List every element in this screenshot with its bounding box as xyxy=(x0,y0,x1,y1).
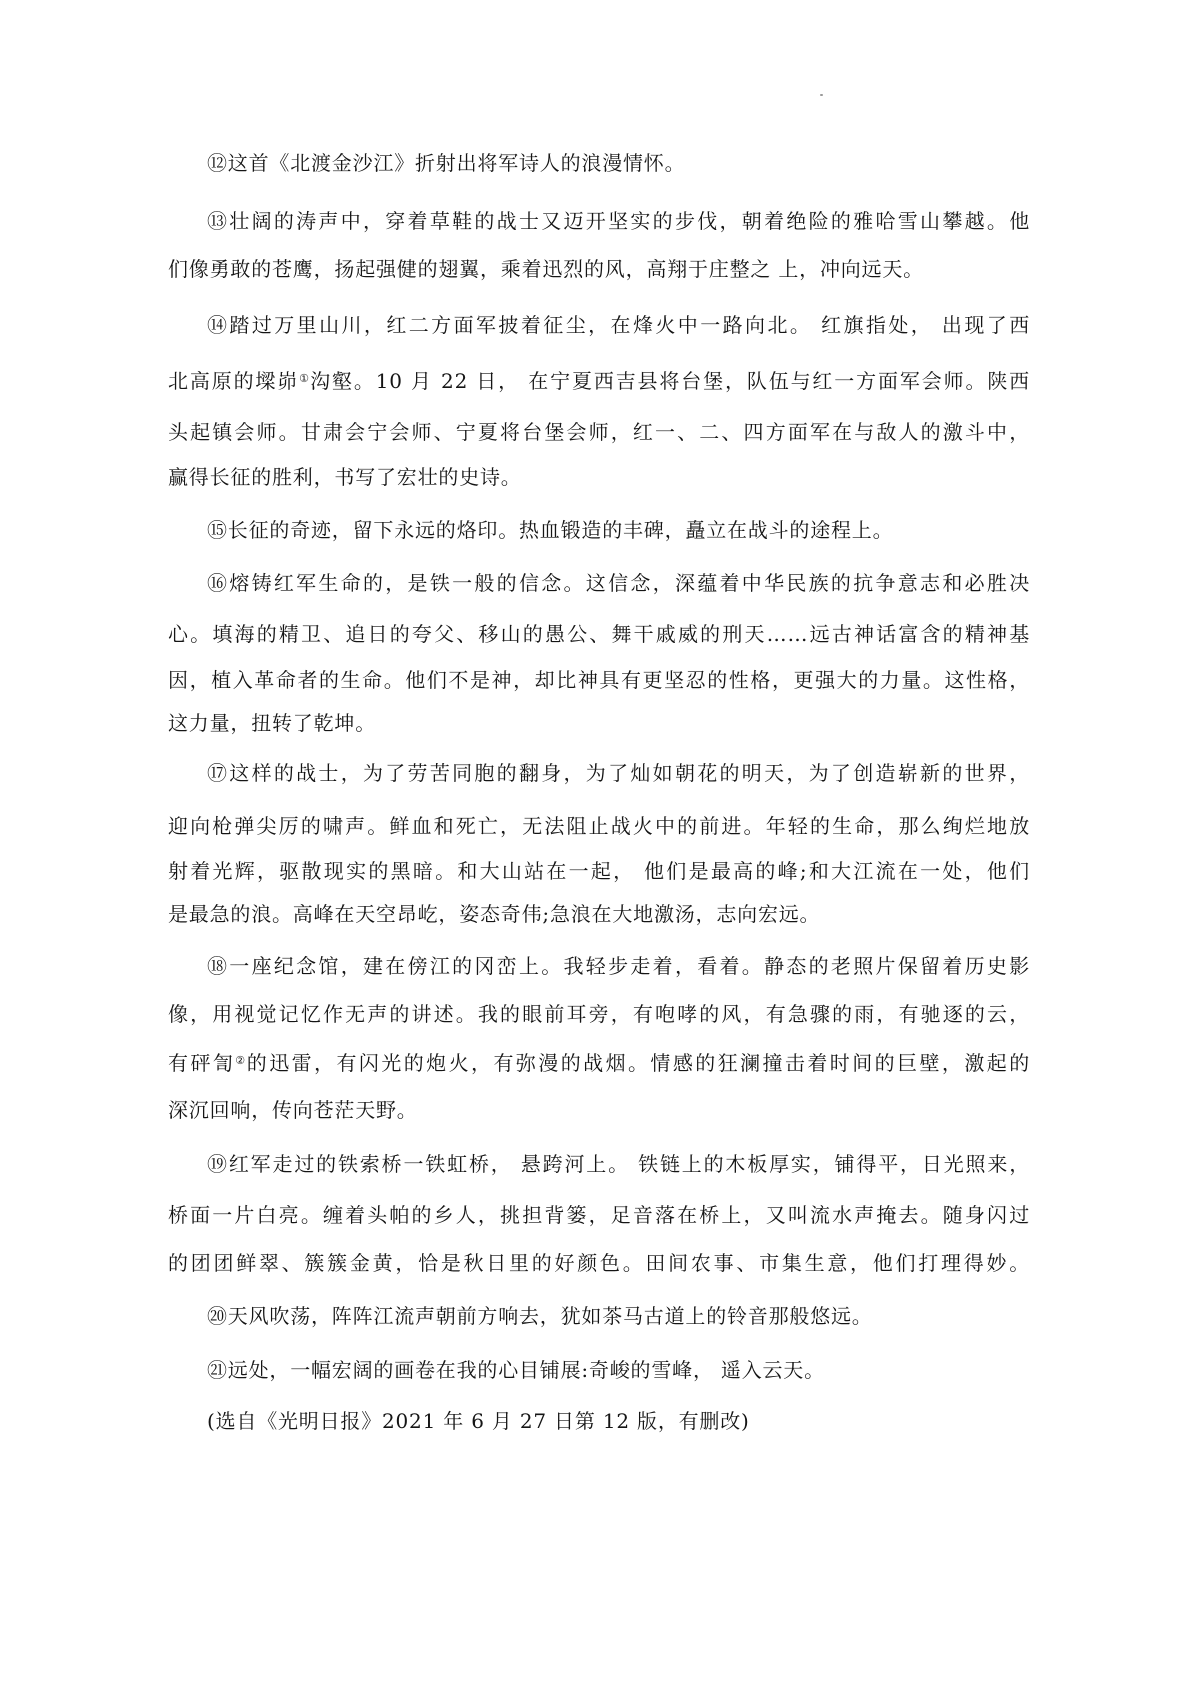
text-line: 因，植入革命者的生命。他们不是神，却比神具有更坚忍的性格，更强大的力量。这性格， xyxy=(168,668,1030,692)
text-segment: 有砰訇 xyxy=(168,1051,236,1075)
text-segment: 北高原的墚峁 xyxy=(168,369,300,393)
source-citation: (选自《光明日报》2021 年 6 月 27 日第 12 版，有删改) xyxy=(207,1409,750,1433)
text-line xyxy=(168,1050,1030,1076)
scan-speck xyxy=(820,94,823,96)
text-line: 心。填海的精卫、追日的夸父、移山的愚公、舞干戚威的刑天……远古神话富含的精神基 xyxy=(168,622,1030,646)
text-segment: 的迅雷，有闪光的炮火，有弥漫的战烟。情感的狂澜撞击着时间的巨壁，激起的 xyxy=(246,1051,1031,1075)
text-line: ⑬壮阔的涛声中，穿着草鞋的战士又迈开坚实的步伐，朝着绝险的雅哈雪山攀越。他 xyxy=(207,209,1030,233)
text-line: ⑰这样的战士，为了劳苦同胞的翻身，为了灿如朝花的明天，为了创造崭新的世界， xyxy=(207,761,1030,785)
text-line: 射着光辉，驱散现实的黑暗。和大山站在一起， 他们是最高的峰;和大江流在一处，他们 xyxy=(168,859,1030,883)
text-line: 们像勇敢的苍鹰，扬起强健的翅翼，乘着迅烈的风，高翔于庄整之 上，冲向远天。 xyxy=(168,257,924,281)
text-line: ㉑远处，一幅宏阔的画卷在我的心目铺展:奇峻的雪峰， 遥入云天。 xyxy=(207,1358,825,1382)
footnote-marker: ① xyxy=(299,372,311,385)
text-line: 这力量，扭转了乾坤。 xyxy=(168,711,376,735)
text-line: 像，用视觉记忆作无声的讲述。我的眼前耳旁，有咆哮的风，有急骤的雨，有驰逐的云， xyxy=(168,1002,1030,1026)
text-line: ⑯熔铸红军生命的，是铁一般的信念。这信念，深蕴着中华民族的抗争意志和必胜决 xyxy=(207,571,1030,595)
text-line: 头起镇会师。甘肃会宁会师、宁夏将台堡会师，红一、二、四方面军在与敌人的激斗中， xyxy=(168,420,1030,444)
text-line: ⑫这首《北渡金沙江》折射出将军诗人的浪漫情怀。 xyxy=(207,151,686,175)
text-line: ⑳天风吹荡，阵阵江流声朝前方响去，犹如茶马古道上的铃音那般悠远。 xyxy=(207,1304,873,1328)
text-line: 桥面一片白亮。缠着头帕的乡人，挑担背篓，足音落在桥上，又叫流水声掩去。随身闪过 xyxy=(168,1203,1030,1227)
text-line: ⑭踏过万里山川，红二方面军披着征尘，在烽火中一路向北。 红旗指处， 出现了西 xyxy=(207,313,1030,337)
text-line: 赢得长征的胜利，书写了宏壮的史诗。 xyxy=(168,465,522,489)
text-line: ⑲红军走过的铁索桥一铁虹桥， 悬跨河上。 铁链上的木板厚实，铺得平，日光照来， xyxy=(207,1152,1030,1176)
text-line xyxy=(168,368,1030,394)
text-segment: 沟壑。10 月 22 日， 在宁夏西吉县将台堡，队伍与红一方面军会师。陕西 xyxy=(310,369,1030,393)
text-line: ⑱一座纪念馆，建在傍江的冈峦上。我轻步走着，看着。静态的老照片保留着历史影 xyxy=(207,954,1030,978)
text-line: 的团团鲜翠、簇簇金黄，恰是秋日里的好颜色。田间农事、市集生意，他们打理得妙。 xyxy=(168,1251,1030,1275)
text-line: 深沉回响，传向苍茫天野。 xyxy=(168,1098,418,1122)
text-line: 迎向枪弹尖厉的啸声。鲜血和死亡，无法阻止战火中的前进。年轻的生命，那么绚烂地放 xyxy=(168,814,1030,838)
footnote-marker: ② xyxy=(235,1054,247,1067)
text-line: 是最急的浪。高峰在天空昂屹，姿态奇伟;急浪在大地激汤，志向宏远。 xyxy=(168,902,821,926)
text-line: ⑮长征的奇迹，留下永远的烙印。热血锻造的丰碑，矗立在战斗的途程上。 xyxy=(207,518,894,542)
